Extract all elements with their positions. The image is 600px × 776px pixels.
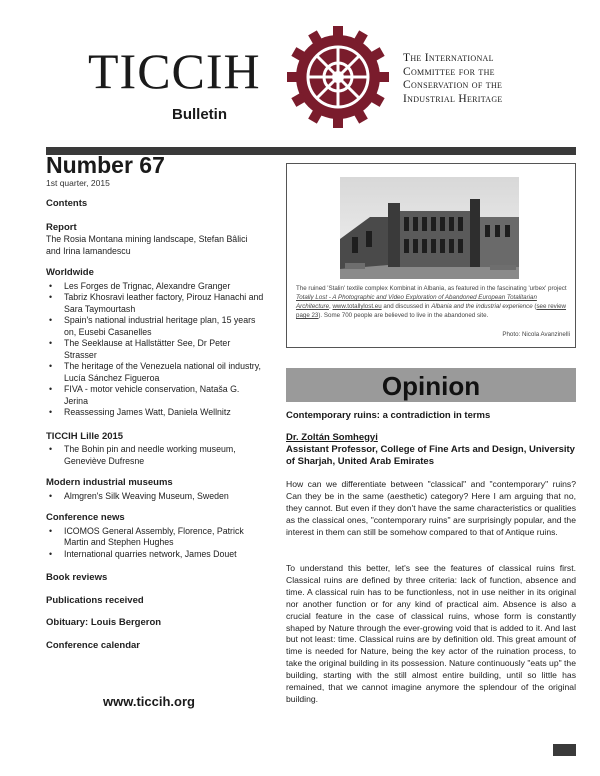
caption-text: ). Some 700 people are believed to live in the abandoned site. — [318, 312, 489, 319]
article-paragraph: How can we differentiate between "classical" and "contemporary" ruins? Can they be in the same (aesthetic) category? Here I am arguing that no, they cannot. But even if they don't have the same characteristics or qualities as the classical ones, "contemporary ruins" are surprisingly popular, and the interest in them can still be somehow compared to that of Antique ruins. — [286, 479, 576, 537]
list-item: • The Bohin pin and needle working museum, Geneviève Dufresne — [46, 444, 264, 467]
list-item: • The Seeklause at Hallstätter See, Dr Peter Strasser — [46, 338, 264, 361]
caption-text: and discussed in — [381, 303, 432, 310]
report-text: The Rosia Montana mining landscape, Stefan Bâlici and Irina Iamandescu — [46, 234, 248, 256]
photo-caption — [296, 284, 568, 320]
obituary-heading: Obituary: Louis Bergeron — [46, 617, 162, 628]
bulletin-label: Bulletin — [172, 106, 227, 123]
report-heading: Report — [46, 221, 77, 233]
worldwide-heading: Worldwide — [46, 267, 94, 278]
caption-text: The ruined 'Stalin' textile complex Kombinat in Albania, as featured in the fascinating 'urbex' project — [296, 285, 567, 292]
contents-heading: Contents — [46, 198, 88, 209]
list-item: • Almgren's Silk Weaving Museum, Sweden — [46, 491, 264, 503]
ticcih-gear-emblem — [283, 22, 393, 132]
list-item: • The heritage of the Venezuela national oil industry, Lucía Sánchez Figueroa — [46, 361, 264, 384]
author-affiliation: Assistant Professor, College of Fine Arts and Design, University of Sharjah, United Arab Emirates — [286, 444, 575, 467]
caption-url-link[interactable]: www.totallylost.eu — [332, 303, 382, 310]
list-item: • Reassessing James Watt, Daniela Wellnitz — [46, 407, 264, 419]
footer-rule — [553, 744, 576, 756]
article-title: Contemporary ruins: a contradiction in terms — [286, 410, 491, 421]
org-line: The International — [403, 52, 494, 64]
caption-text: ( — [532, 303, 537, 310]
list-item: • ICOMOS General Assembly, Florence, Patrick Martin and Stephen Hughes — [46, 526, 264, 549]
worldwide-list — [46, 281, 264, 419]
book-reviews-heading: Book reviews — [46, 572, 108, 583]
list-item: • International quarries network, James Douet — [46, 549, 264, 561]
caption-book-title: Albania and the industrial experience — [431, 303, 533, 310]
conference-news-list — [46, 526, 264, 561]
lille-list — [46, 444, 264, 467]
ticcih-logo: TICCIH — [88, 43, 261, 99]
article-paragraph: To understand this better, let's see the features of classical ruins first. Classical ruins are defined by three criteria: lack of function, absence and time. A classical ruin has to be functionless, not in use neither in its original nor another function or for any kind of practical aim. Absence is also a crucial feature in the case of classical ruins, whose form is constantly shaped by Nature through the ever-growing void that is added to it. And last but not least: time. Classical ruins are by definition old. This great amount of time is needed for Nature, being the key actor of the ruination process, to take the original building in its possession. Nature continuously "eats up" the building, starting with the still almost entire building, until so little has remained, that we cannot imagine anymore the splendour of the original building. — [286, 563, 576, 704]
modern-museums-heading: Modern industrial museums — [46, 477, 173, 488]
organization-name — [403, 52, 503, 106]
org-line: Committee for the — [403, 65, 495, 78]
issue-number: Number 67 — [46, 152, 165, 178]
list-item: • FIVA - motor vehicle conservation, Nataša G. Jerina — [46, 384, 264, 407]
caption-project-link[interactable]: Totally Lost - A Photographic and Video Exploration of Abandoned European Totalitarian Architecture — [296, 294, 537, 310]
ruined-factory-photo — [340, 177, 519, 279]
calendar-heading: Conference calendar — [46, 639, 140, 651]
modern-museums-list — [46, 491, 264, 503]
website-link[interactable]: www.ticcih.org — [103, 694, 195, 709]
opinion-heading: Opinion — [381, 371, 481, 401]
org-line: Conservation of the — [403, 79, 503, 91]
issue-date: 1st quarter, 2015 — [46, 178, 110, 188]
lille-heading: TICCIH Lille 2015 — [46, 430, 124, 442]
caption-review-link[interactable]: see review page 23 — [296, 303, 567, 319]
publications-heading: Publications received — [46, 594, 144, 606]
caption-text: , — [329, 303, 333, 310]
org-line: Industrial Heritage — [403, 92, 503, 105]
list-item: • Les Forges de Trignac, Alexandre Granger — [46, 281, 264, 293]
list-item: • Tabriz Khosravi leather factory, Pirouz Hanachi and Sara Taymourtash — [46, 292, 264, 315]
conference-news-heading: Conference news — [46, 512, 125, 523]
table-of-contents — [46, 198, 264, 651]
list-item: • Spain's national industrial heritage plan, 15 years on, Eusebi Casanelles — [46, 315, 264, 338]
author-name: Dr. Zoltán Somhegyi — [286, 432, 378, 443]
photo-credit: Photo: Nicola Avanzinelli — [502, 331, 570, 338]
